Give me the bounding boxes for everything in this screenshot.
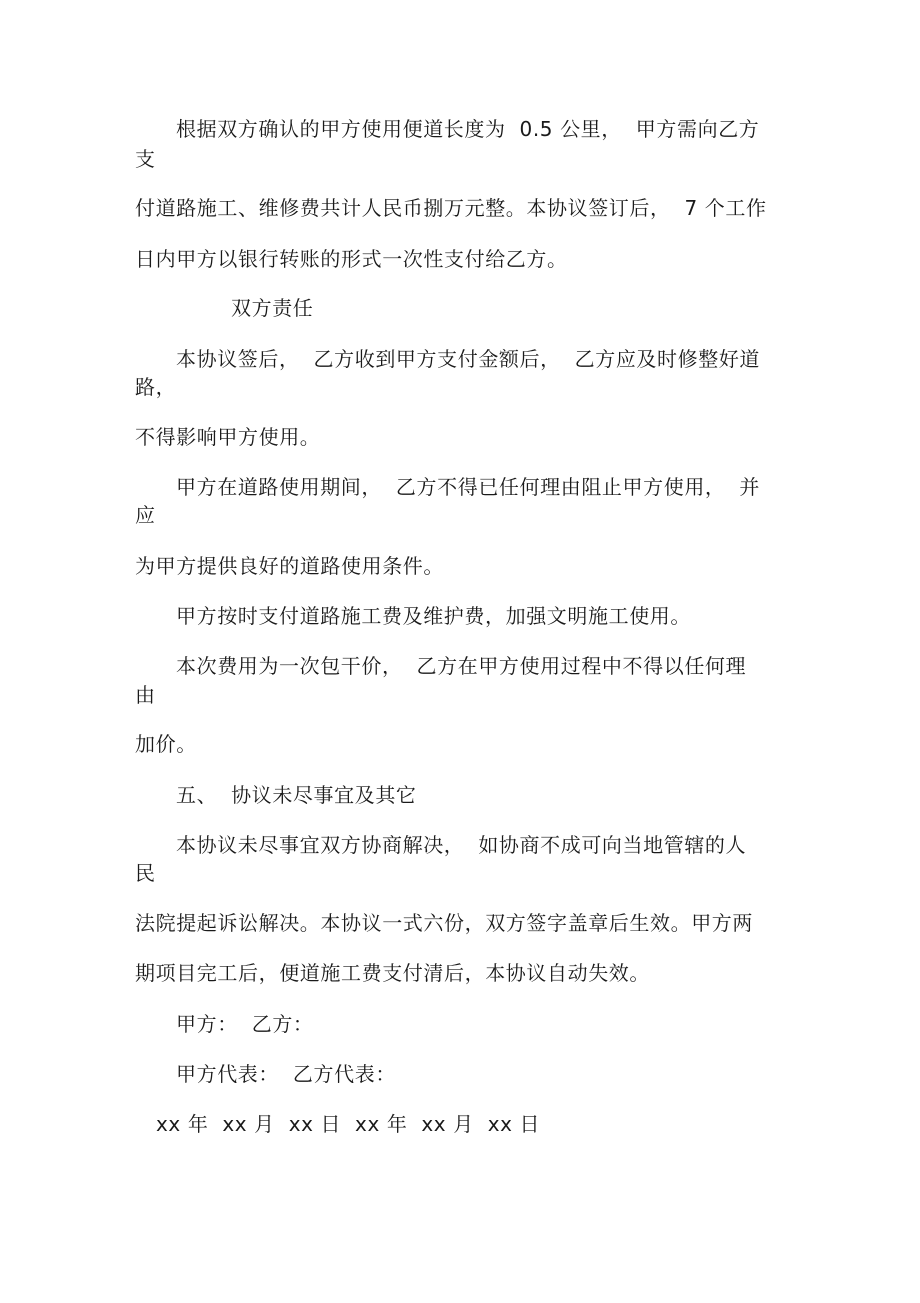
text-line: 路，: [135, 375, 177, 399]
text-line: 为甲方提供良好的道路使用条件。: [135, 554, 444, 578]
text-line: 期项目完工后，便道施工费支付清后，本协议自动失效。: [135, 961, 650, 985]
text-line: 法院提起诉讼解决。本协议一式六份，双方签字盖章后生效。甲方两: [135, 911, 753, 935]
section-heading: 双方责任: [231, 296, 314, 320]
text-line: 付道路施工、维修费共计人民币捌万元整。本协议签订后， 7 个工作: [135, 196, 767, 220]
signature-representative-line: 甲方代表： 乙方代表：: [176, 1062, 396, 1086]
section-heading: 五、 协议未尽事宜及其它: [176, 783, 417, 807]
text-line: 甲方在道路使用期间， 乙方不得已任何理由阻止甲方使用， 并: [176, 475, 761, 499]
signature-date-line: xx 年 xx 月 xx 日 xx 年 xx 月 xx 日: [156, 1112, 541, 1136]
text-line: 本协议签后， 乙方收到甲方支付金额后， 乙方应及时修整好道: [176, 347, 761, 371]
text-line: 本次费用为一次包干价， 乙方在甲方使用过程中不得以任何理: [176, 654, 747, 678]
text-line: 民: [135, 861, 156, 885]
text-line: 加价。: [135, 732, 197, 756]
text-line: 由: [135, 683, 156, 707]
text-line: 本协议未尽事宜双方协商解决， 如协商不成可向当地管辖的人: [176, 833, 747, 857]
text-line: 甲方按时支付道路施工费及维护费，加强文明施工使用。: [176, 604, 691, 628]
text-line: 不得影响甲方使用。: [135, 425, 321, 449]
text-line: 支: [135, 147, 156, 171]
text-line: 日内甲方以银行转账的形式一次性支付给乙方。: [135, 247, 568, 271]
text-line: 应: [135, 503, 156, 527]
text-line: 根据双方确认的甲方使用便道长度为 0.5 公里， 甲方需向乙方: [176, 117, 760, 141]
signature-party-line: 甲方： 乙方：: [176, 1012, 314, 1036]
